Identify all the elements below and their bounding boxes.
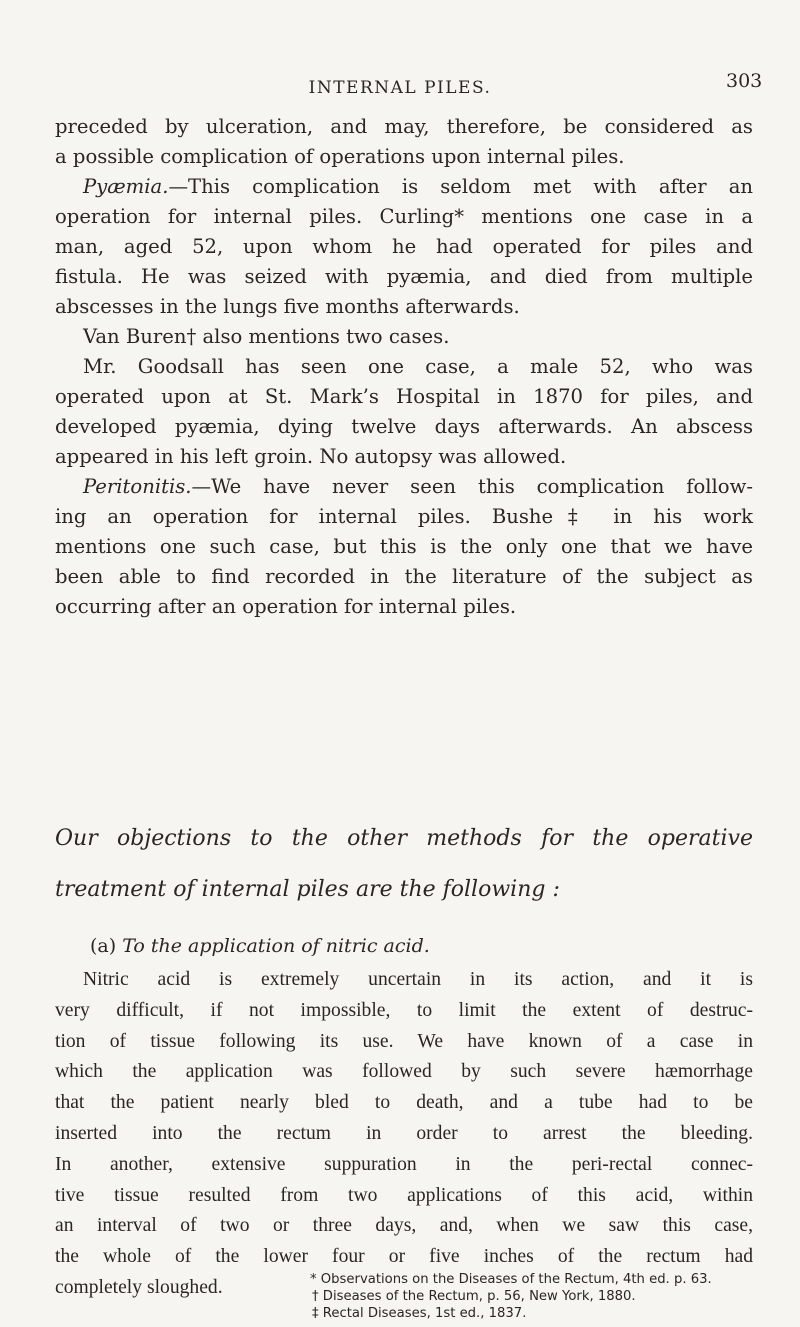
text-line: ing an operation for internal piles. Bushe‡ in his work [55, 505, 753, 528]
van-buren-line: Van Buren† also mentions two cases. [83, 325, 450, 348]
text-line: appeared in his left groin. No autopsy was allowed. [55, 445, 567, 468]
footnote: † Diseases of the Rectum, p. 56, New York, 1880. [312, 1289, 636, 1304]
text-line: which the application was followed by such severe hæmorrhage [55, 1061, 753, 1083]
text-line: inserted into the rectum in order to arrest the bleeding. [55, 1122, 753, 1144]
text-line: the whole of the lower four or five inches of the rectum had [55, 1246, 753, 1268]
text-line: a possible complication of operations upon internal piles. [55, 145, 625, 168]
text-line: man, aged 52, upon whom he had operated for piles and [55, 235, 753, 258]
subsection-title: To the application of nitric acid. [122, 935, 430, 957]
text-line: tion of tissue following its use. We have known of a case in [55, 1030, 753, 1052]
subsection-heading [90, 935, 430, 957]
body-text [55, 112, 753, 622]
text-line: —This complication is seldom met with after an [168, 175, 753, 198]
text-line: In another, extensive suppuration in the peri-rectal connec- [55, 1153, 753, 1175]
pyaemia-label: Pyæmia. [83, 175, 169, 198]
text-line: that the patient nearly bled to death, and a tube had to be [55, 1092, 753, 1114]
footnote: ‡ Rectal Diseases, 1st ed., 1837. [312, 1306, 527, 1321]
footnote: * Observations on the Diseases of the Rectum, 4th ed. p. 63. [310, 1272, 712, 1287]
text-line: Mr. Goodsall has seen one case, a male 52, who was [83, 355, 753, 378]
text-line: fistula. He was seized with pyæmia, and died from multiple [55, 265, 753, 288]
text-line: developed pyæmia, dying twelve days afterwards. An abscess [55, 415, 753, 438]
text-line: completely sloughed. [55, 1276, 223, 1298]
nitric-acid-paragraph [55, 965, 753, 1304]
text-line: —We have never seen this complication follow- [191, 475, 753, 498]
peritonitis-paragraph-start [55, 472, 753, 502]
pyaemia-paragraph-start [55, 172, 753, 202]
footnotes [0, 1271, 800, 1322]
text-line: abscesses in the lungs five months afterwards. [55, 295, 520, 318]
text-line: occurring after an operation for internal piles. [55, 595, 517, 618]
text-line: preceded by ulceration, and may, therefore, be considered as [55, 115, 753, 138]
page-number: 303 [726, 70, 763, 92]
text-line: operation for internal piles. Curling* mentions one case in a [55, 205, 753, 228]
text-line: very difficult, if not impossible, to limit the extent of destruc- [55, 999, 753, 1021]
text-line: Nitric acid is extremely uncertain in its action, and it is [83, 969, 753, 990]
text-line: an interval of two or three days, and, when we saw this case, [55, 1215, 753, 1237]
peritonitis-label: Peritonitis. [83, 475, 192, 498]
running-head: INTERNAL PILES. [308, 78, 492, 98]
text-line: been able to find recorded in the literature of the subject as [55, 565, 753, 588]
text-line: tive tissue resulted from two applications of this acid, within [55, 1184, 753, 1206]
section-heading-line-2: treatment of internal piles are the following : [55, 877, 560, 902]
section-heading-line-1: Our objections to the other methods for the operative [55, 826, 753, 851]
text-line: operated upon at St. Mark’s Hospital in 1870 for piles, and [55, 385, 753, 408]
subsection-label: (a) [90, 935, 117, 957]
text-line: mentions one such case, but this is the only one that we have [55, 535, 753, 558]
